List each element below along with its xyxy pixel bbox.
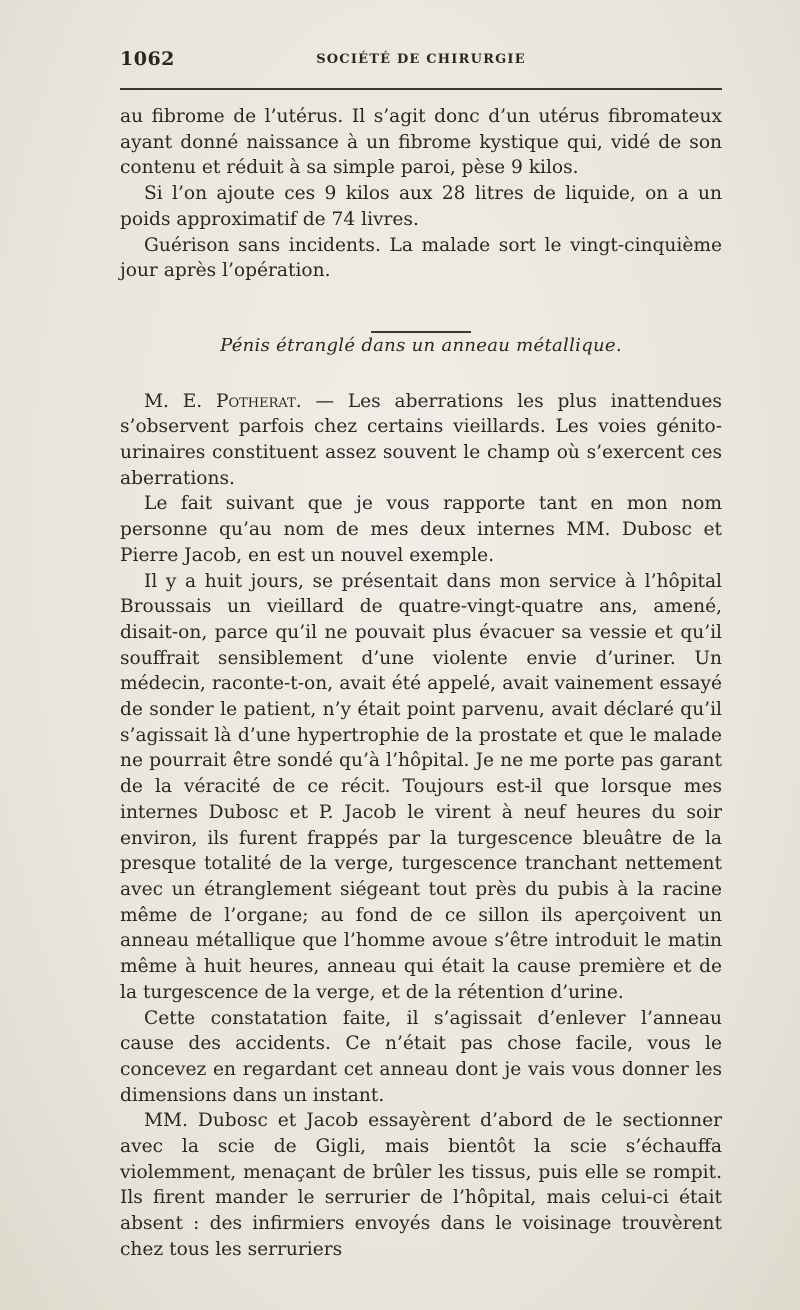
section-title: Pénis étranglé dans un anneau métallique. — [220, 334, 622, 356]
paragraph: Le fait suivant que je vous rapporte tant en mon nom personne qu’au nom de mes deux internes MM. Dubosc et Pierre Jacob, en est un nouvel exemple. — [120, 493, 722, 566]
page-header — [120, 48, 722, 76]
body-text — [120, 104, 722, 1263]
running-title: SOCIÉTÉ DE CHIRURGIE — [316, 52, 526, 67]
paragraph-truncated: MM. Dubosc et Jacob essayèrent d’abord de le sectionner avec la scie de Gigli, mais bientôt la scie s’échauffa violemment, menaçant de brûler les tissus, puis elle se rompit. Ils firent mander le serrurier de l’hôpital, mais celui-ci était absent : des infirmiers envoyés dans le voisinage trouvèrent chez tous les serruriers — [120, 1110, 722, 1260]
header-rule — [120, 88, 722, 90]
page-number: 1062 — [120, 48, 175, 70]
paragraph: Il y a huit jours, se présentait dans mon service à l’hôpital Broussais un vieillard de quatre-vingt-quatre ans, amené, disait-on, parce qu’il ne pouvait plus évacuer sa vessie et qu’il souffrait sensiblement d’une violente envie d’uriner. Un médecin, raconte-t-on, avait été appelé, avait vainement essayé de sonder le patient, n’y était point parvenu, avait déclaré qu’il s’agissait là d’une hypertrophie de la prostate et que le malade ne pourrait être sondé qu’à l’hôpital. Je ne me porte pas garant de la véracité de ce récit. Toujours est-il que lorsque mes internes Dubosc et P. Jacob le virent à neuf heures du soir environ, ils furent frappés par la turgescence bleuâtre de la presque totalité de la verge, turgescence tranchant nettement avec un étranglement siégeant tout près du pubis à la racine même de l’organe; au fond de ce sillon ils aperçoivent un anneau métallique que l’homme avoue s’être introduit le matin même à huit heures, anneau qui était la cause première et de la turgescence de la verge, et de la rétention d’urine. — [120, 570, 722, 1003]
paragraph: Cette constatation faite, il s’agissait d’enlever l’anneau cause des accidents. Ce n’était pas chose facile, vous le concevez en regardant cet anneau dont je vais vous donner les dimensions dans un instant. — [120, 1007, 722, 1106]
speech-text: — Les aberrations les plus inattendues s’observent parfois chez certains vieillards. Les voies génito-urinaires constituent assez souvent le champ où s’exercent ces aberrations. — [120, 390, 722, 489]
speaker-name: Potherat. — [215, 390, 302, 412]
paragraph: Guérison sans incidents. La malade sort le vingt-cinquième jour après l’opération. — [120, 234, 722, 282]
speaker-initials: M. E. — [144, 390, 216, 412]
speech-paragraph — [120, 389, 722, 492]
paragraph-continuation: au fibrome de l’utérus. Il s’agit donc d’un utérus fibromateux ayant donné naissance à un fibrome kystique qui, vidé de son contenu et réduit à sa simple paroi, pèse 9 kilos. — [120, 106, 722, 179]
paragraph: Si l’on ajoute ces 9 kilos aux 28 litres de liquide, on a un poids approximatif de 74 livres. — [120, 183, 722, 230]
